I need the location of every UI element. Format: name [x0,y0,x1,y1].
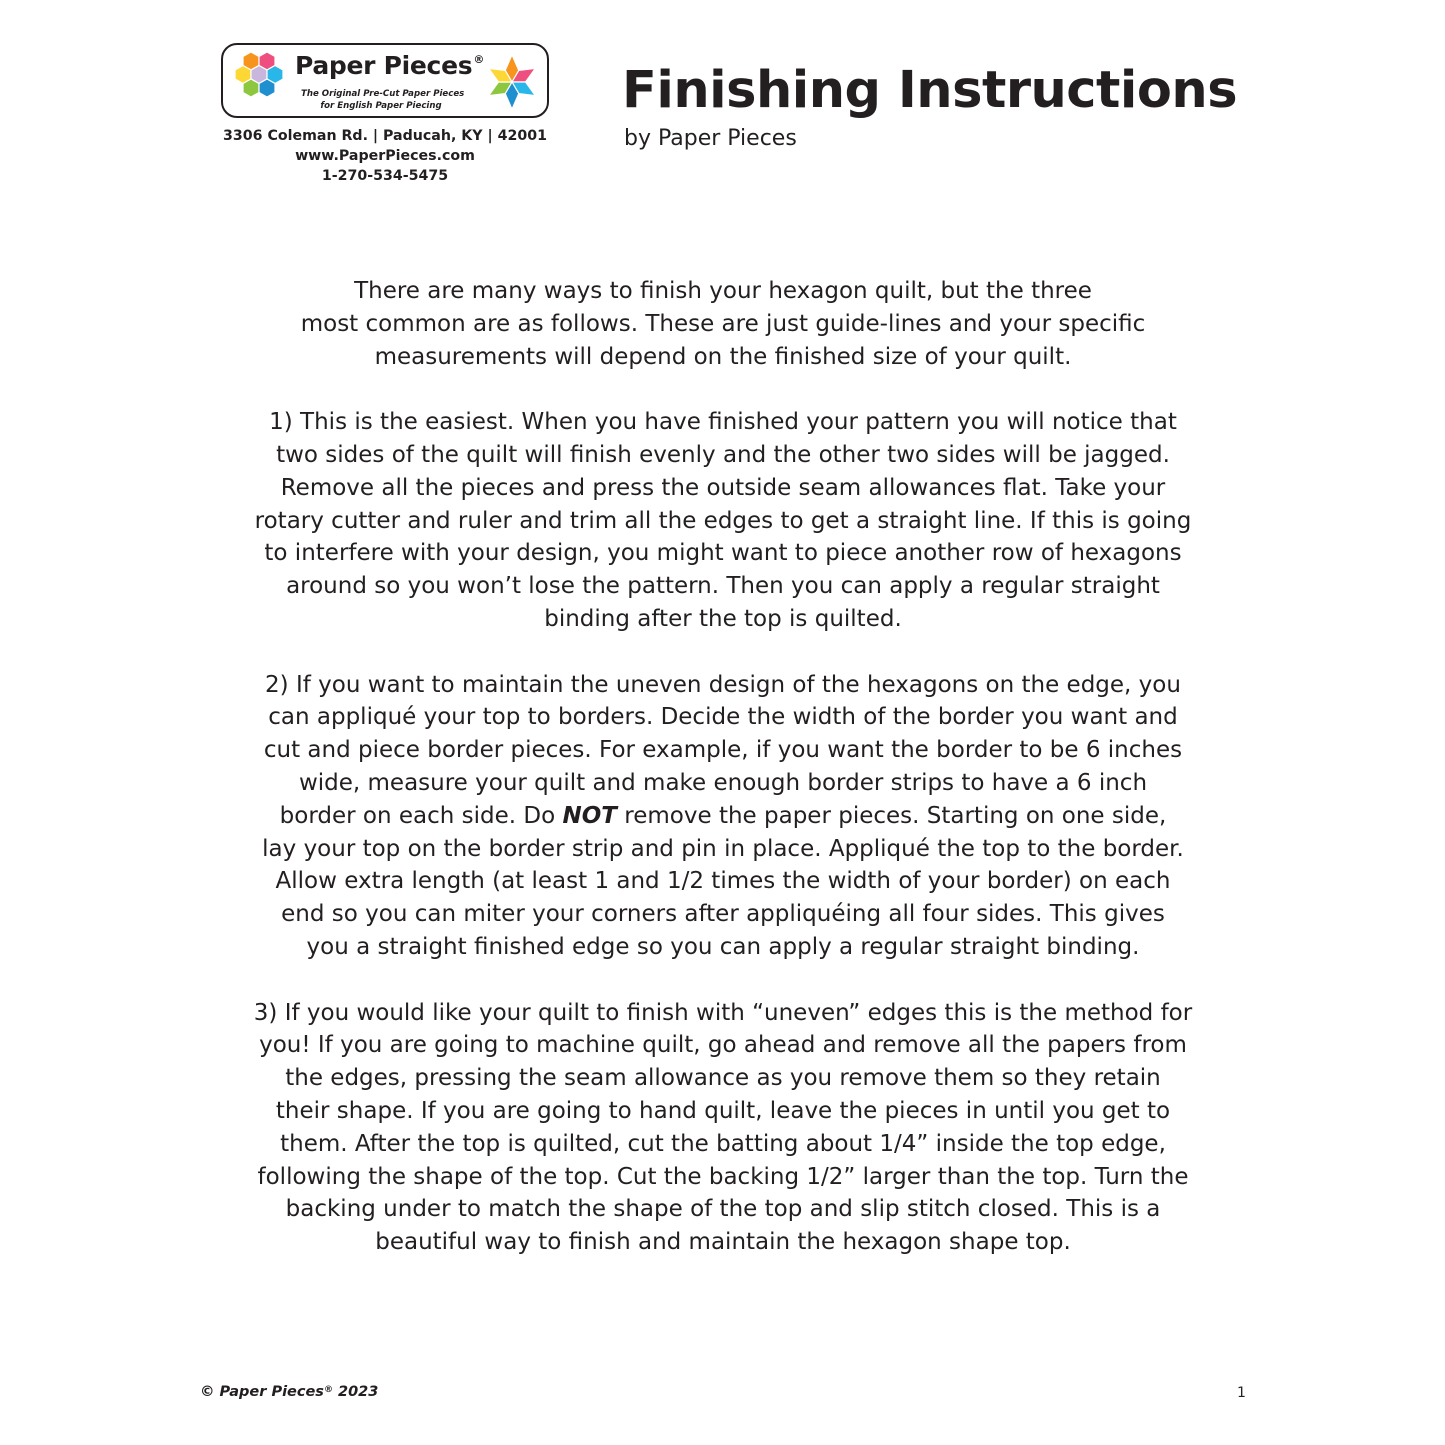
hexagon-green [243,79,259,97]
text-line: 3) If you would like your quilt to finish with “uneven” edges this is the method for [253,999,1193,1026]
tagline-line: The Original Pre-Cut Paper Pieces [301,89,465,99]
text-line: two sides of the quilt will finish evenly and the other two sides will be jagged. [276,441,1170,468]
method-3-paragraph [172,997,1274,1259]
method-1-paragraph [172,406,1274,636]
registered-mark: ® [323,1385,333,1395]
text-line [172,800,1274,833]
contact-block [221,126,549,186]
website: www.PaperPieces.com [295,148,475,164]
text-line: following the shape of the top. Cut the backing 1/2” larger than the top. Turn the [257,1163,1189,1190]
brand-logo [221,43,549,118]
brand-tagline [301,88,465,112]
method-2-paragraph [172,669,1274,964]
text-line: end so you can miter your corners after appliquéing all four sides. This gives [281,901,1165,928]
text-line: lay your top on the border strip and pin in place. Appliqué the top to the border. [262,835,1184,862]
text-line: rotary cutter and ruler and trim all the edges to get a straight line. If this is going [254,507,1192,534]
text-line: binding after the top is quilted. [544,605,902,632]
text-line: you a straight finished edge so you can apply a regular straight binding. [306,933,1140,960]
text-line: 1) This is the easiest. When you have finished your pattern you will notice that [269,409,1177,436]
address: 3306 Coleman Rd. | Paducah, KY | 42001 [223,128,547,144]
text-line: Allow extra length (at least 1 and 1/2 times the width of your border) on each [275,868,1171,895]
text-line: Remove all the pieces and press the outside seam allowances flat. Take your [280,474,1166,501]
text-line: There are many ways to finish your hexagon quilt, but the three [354,278,1092,304]
emphasis-not: NOT [562,802,617,829]
text-line: beautiful way to finish and maintain the hexagon shape top. [375,1229,1071,1256]
text-fragment: border on each side. Do [279,802,563,829]
text-line: them. After the top is quilted, cut the batting about 1/4” inside the top edge, [280,1130,1166,1157]
text-line: to interfere with your design, you might want to piece another row of hexagons [264,540,1182,567]
byline: by Paper Pieces [624,126,797,151]
text-line: cut and piece border pieces. For example, if you want the border to be 6 inches [263,737,1183,764]
hexagon-cluster-icon [229,51,293,113]
six-point-star-icon [483,50,541,114]
brand-name: Paper Pieces® [295,51,485,80]
text-line: most common are as follows. These are just guide-lines and your specific [300,310,1146,337]
text-fragment: remove the paper pieces. Starting on one side, [616,802,1167,829]
text-line: can appliqué your top to borders. Decide the width of the border you want and [268,704,1178,731]
text-line: backing under to match the shape of the top and slip stitch closed. This is a [285,1196,1161,1223]
intro-paragraph [172,275,1274,373]
hexagon-blue [259,79,275,97]
text-line: wide, measure your quilt and make enough border strips to have a 6 inch [298,769,1148,796]
text-line: around so you won’t lose the pattern. Then you can apply a regular straight [286,573,1160,600]
registered-mark: ® [473,53,485,66]
tagline-line: for English Paper Piecing [320,101,442,111]
text-line: the edges, pressing the seam allowance as you remove them so they retain [285,1065,1161,1092]
text-line: their shape. If you are going to hand quilt, leave the pieces in until you get to [275,1097,1171,1124]
instructions-body [172,275,1274,1292]
text-line: measurements will depend on the finished size of your quilt. [374,343,1072,370]
page-title: Finishing Instructions [622,61,1238,120]
copyright-notice: © Paper Pieces® 2023 [200,1384,379,1400]
text-line: 2) If you want to maintain the uneven design of the hexagons on the edge, you [265,671,1181,698]
page-number: 1 [1237,1385,1246,1401]
text-line: you! If you are going to machine quilt, go ahead and remove all the papers from [259,1032,1187,1059]
phone-number: 1-270-534-5475 [321,168,449,184]
